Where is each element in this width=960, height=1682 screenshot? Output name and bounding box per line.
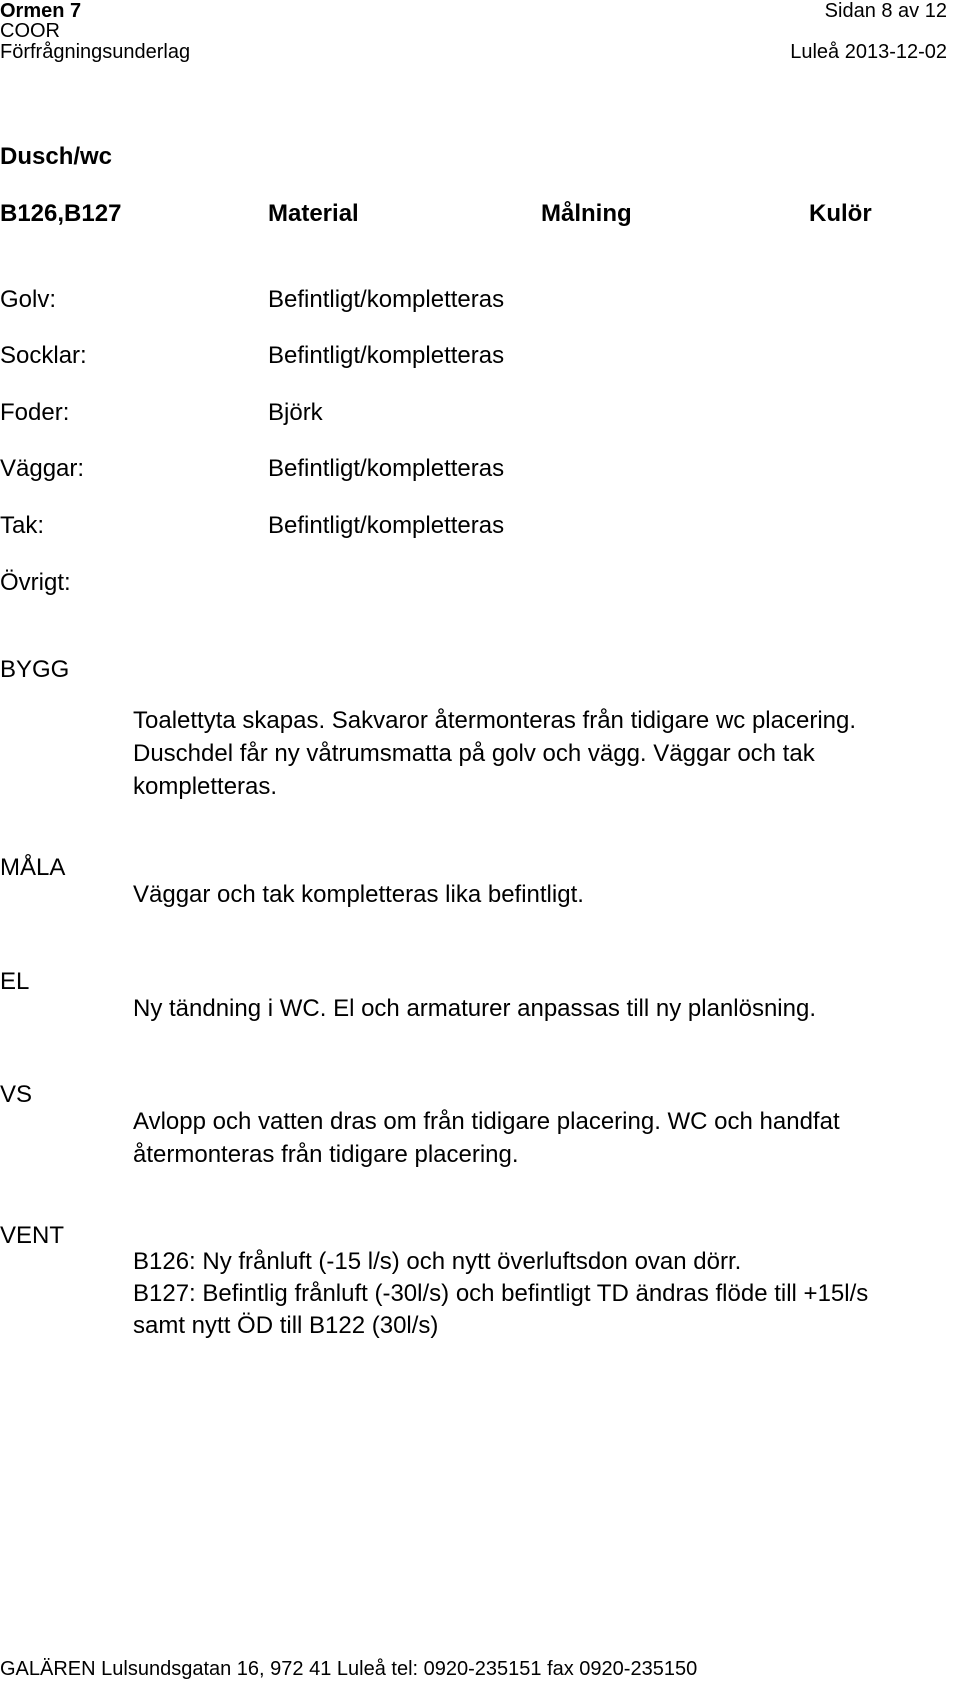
section-label-vent: VENT [0,1222,65,1249]
section-label-vs: VS [0,1081,33,1108]
row-material-trim: Björk [268,399,323,426]
row-material-skirting: Befintligt/kompletteras [268,342,505,369]
footer-address: GALÄREN Lulsundsgatan 16, 972 41 Luleå tel: 0920-235151 fax 0920-235150 [0,1658,698,1680]
row-label-floor: Golv: [0,286,57,313]
section-label-el: EL [0,968,30,995]
vent-line-3: samt nytt ÖD till B122 (30l/s) [133,1312,439,1339]
section-label-bygg: BYGG [0,656,70,683]
section-text-mala: Väggar och tak kompletteras lika befintligt. [133,881,584,908]
section-label-mala: MÅLA [0,854,66,881]
document-type: Förfrågningsunderlag [0,41,191,63]
row-material-ceiling: Befintligt/kompletteras [268,512,505,539]
room-ids: B126,B127 [0,200,122,227]
place-date: Luleå 2013-12-02 [790,41,947,63]
vent-line-2: B127: Befintlig frånluft (-30l/s) och befintligt TD ändras flöde till +15l/s [133,1280,869,1307]
row-label-ceiling: Tak: [0,512,45,539]
column-color: Kulör [809,200,872,227]
row-label-walls: Väggar: [0,455,85,482]
row-material-floor: Befintligt/kompletteras [268,286,505,313]
section-text-bygg: Toalettyta skapas. Sakvaror återmonteras från tidigare wc placering. Duschdel får ny våtrumsmatta på golv och vägg. Väggar och tak kompletteras. [133,707,857,800]
column-painting: Målning [541,200,632,227]
project-name: Ormen 7 [0,0,82,22]
other-label: Övrigt: [0,569,71,596]
room-title: Dusch/wc [0,143,113,170]
section-text-el: Ny tändning i WC. El och armaturer anpassas till ny planlösning. [133,995,816,1022]
vent-line-1: B126: Ny frånluft (-15 l/s) och nytt överluftsdon ovan dörr. [133,1248,742,1275]
row-label-trim: Foder: [0,399,70,426]
section-text-vs: Avlopp och vatten dras om från tidigare placering. WC och handfat återmonteras från tidigare placering. [133,1108,840,1168]
row-material-walls: Befintligt/kompletteras [268,455,505,482]
page-number: Sidan 8 av 12 [824,0,947,22]
column-material: Material [268,200,359,227]
row-label-skirting: Socklar: [0,342,87,369]
company-name: COOR [0,20,60,42]
